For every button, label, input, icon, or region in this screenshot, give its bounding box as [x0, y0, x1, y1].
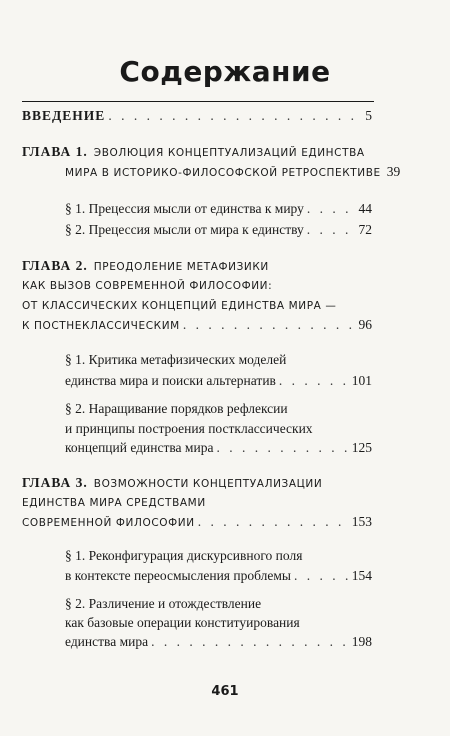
chapter-title-line: ПРЕОДОЛЕНИЕ МЕТАФИЗИКИ	[93, 261, 269, 273]
chapter-title-line: СОВРЕМЕННОЙ ФИЛОСОФИИ	[22, 517, 195, 529]
toc-chapter-2-line-4[interactable]	[22, 316, 372, 335]
toc-page-number: 154	[351, 568, 372, 583]
toc-chapter-2-line-3[interactable]	[22, 297, 362, 315]
toc-page-number: 153	[351, 514, 372, 529]
toc-section-1-2[interactable]	[65, 221, 372, 239]
toc-section-2-1-line-2[interactable]	[65, 372, 372, 390]
toc-page-number: 44	[358, 201, 372, 216]
toc-chapter-1-line-1[interactable]	[22, 143, 365, 162]
toc-page-number: 72	[358, 222, 372, 237]
toc-page-number: 39	[386, 164, 401, 179]
toc-chapter-2-line-1[interactable]	[22, 257, 362, 276]
dot-leader	[108, 107, 362, 125]
section-title-line: § 1. Прецессия мысли от единства к миру	[65, 201, 304, 216]
dot-leader	[198, 513, 349, 531]
chapter-title-line: ЕДИНСТВА МИРА СРЕДСТВАМИ	[22, 497, 206, 509]
toc-entry-intro[interactable]	[22, 107, 372, 125]
toc-page-number: 125	[351, 440, 372, 455]
toc-page-number: 96	[358, 317, 372, 332]
section-title-line: § 2. Наращивание порядков рефлексии	[65, 401, 288, 416]
dot-leader	[307, 221, 356, 239]
section-title-line: концепций единства мира	[65, 440, 214, 455]
section-title-line: и принципы построения постклассических	[65, 421, 313, 436]
section-title-line: § 1. Реконфигурация дискурсивного поля	[65, 548, 303, 563]
section-title-line: единства мира	[65, 634, 149, 649]
dot-leader	[279, 372, 349, 390]
toc-section-3-2-line-1[interactable]	[65, 595, 372, 613]
section-title-line: § 2. Различение и отождествление	[65, 596, 262, 611]
toc-chapter-3-line-3[interactable]	[22, 513, 372, 532]
toc-section-3-1-line-1[interactable]	[65, 547, 372, 565]
chapter-title-line: ЭВОЛЮЦИЯ КОНЦЕПТУАЛИЗАЦИЙ ЕДИНСТВА	[93, 147, 365, 159]
dot-leader	[216, 439, 348, 457]
section-title-line: § 2. Прецессия мысли от мира к единству	[65, 222, 304, 237]
toc-chapter-2-line-2[interactable]	[22, 277, 362, 295]
page-number: 461	[211, 684, 239, 699]
chapter-prefix: ГЛАВА 2.	[22, 258, 88, 273]
toc-entry-label: ВВЕДЕНИЕ	[22, 108, 106, 123]
toc-chapter-3-line-2[interactable]	[22, 494, 362, 512]
page-title: Содержание	[119, 55, 331, 88]
toc-page-number: 5	[365, 108, 372, 123]
toc-section-2-2-line-3[interactable]	[65, 439, 372, 457]
toc-section-2-2-line-1[interactable]	[65, 400, 372, 418]
chapter-title-line: ВОЗМОЖНОСТИ КОНЦЕПТУАЛИЗАЦИИ	[93, 478, 323, 490]
toc-section-3-1-line-2[interactable]	[65, 567, 372, 585]
title-divider	[22, 101, 374, 102]
toc-page-number: 198	[351, 634, 372, 649]
chapter-title-line: МИРА В ИСТОРИКО-ФИЛОСОФСКОЙ РЕТРОСПЕКТИВЕ	[65, 167, 381, 179]
section-title-line: единства мира и поиски альтернатив	[65, 373, 276, 388]
chapter-prefix: ГЛАВА 3.	[22, 475, 88, 490]
toc-section-3-2-line-3[interactable]	[65, 633, 372, 651]
toc-section-2-2-line-2[interactable]	[65, 420, 372, 438]
dot-leader	[307, 200, 356, 218]
toc-section-1-1[interactable]	[65, 200, 372, 218]
dot-leader	[294, 567, 349, 585]
toc-chapter-3-line-1[interactable]	[22, 474, 362, 493]
chapter-title-line: КАК ВЫЗОВ СОВРЕМЕННОЙ ФИЛОСОФИИ:	[22, 280, 273, 292]
toc-chapter-1-line-2[interactable]	[65, 163, 401, 182]
toc-page-number: 101	[351, 373, 372, 388]
dot-leader	[183, 316, 356, 334]
toc-section-3-2-line-2[interactable]	[65, 614, 372, 632]
section-title-line: как базовые операции конституирования	[65, 615, 300, 630]
section-title-line: в контексте переосмысления проблемы	[65, 568, 291, 583]
section-title-line: § 1. Критика метафизических моделей	[65, 352, 287, 367]
chapter-title-line: ОТ КЛАССИЧЕСКИХ КОНЦЕПЦИЙ ЕДИНСТВА МИРА —	[22, 300, 337, 312]
dot-leader	[151, 633, 349, 651]
chapter-prefix: ГЛАВА 1.	[22, 144, 88, 159]
toc-section-2-1-line-1[interactable]	[65, 351, 372, 369]
chapter-title-line: К ПОСТНЕКЛАССИЧЕСКИМ	[22, 320, 180, 332]
